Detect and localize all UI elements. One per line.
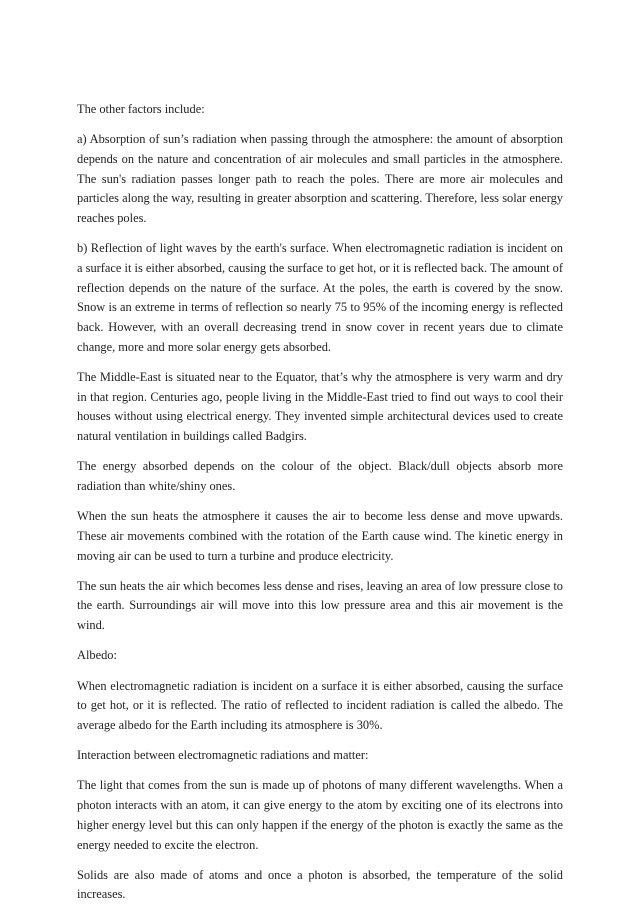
paragraph-reflection: b) Reflection of light waves by the earth's surface. When electromagnetic radiation is incident on a surface it is either absorbed, causing the surface to get hot, or it is reflected back. The amount of reflection depends on the nature of the surface. At the poles, the earth is covered by the snow. Snow is an extreme in terms of reflection so nearly 75 to 95% of the incoming energy is reflected back. However, with an overall decreasing trend in snow cover in recent years due to climate change, more and more solar energy gets absorbed.	[77, 241, 563, 354]
paragraph-absorption: a) Absorption of sun’s radiation when passing through the atmosphere: the amount of absorption depends on the nature and concentration of air molecules and small particles in the atmosphere. The sun's radiation passes longer path to reach the poles. There are more air molecules and particles along the way, resulting in greater absorption and scattering. Therefore, less solar energy reaches poles.	[77, 132, 563, 226]
paragraph-solids: Solids are also made of atoms and once a photon is absorbed, the temperature of the solid increases.	[77, 867, 563, 902]
paragraph-albedo: When electromagnetic radiation is incident on a surface it is either absorbed, causing the surface to get hot, or it is reflected. The ratio of reflected to incident radiation is called the albedo. The average albedo for the Earth including its atmosphere is 30%.	[77, 678, 563, 732]
intro-line: The other factors include:	[77, 102, 205, 116]
heading-albedo: Albedo:	[77, 648, 117, 663]
document-body	[77, 100, 563, 916]
paragraph-photons: The light that comes from the sun is made up of photons of many different wavelengths. When a photon interacts with an atom, it can give energy to the atom by exciting one of its electrons into higher energy level but this can only happen if the energy of the photon is exactly the same as the energy needed to excite the electron.	[77, 778, 563, 852]
paragraph-colour: The energy absorbed depends on the colour of the object. Black/dull objects absorb more radiation than white/shiny ones.	[77, 459, 563, 493]
paragraph-middle-east: The Middle-East is situated near to the Equator, that’s why the atmosphere is very warm and dry in that region. Centuries ago, people living in the Middle-East tried to find out ways to cool their houses without using electrical energy. They invented simple architectural devices used to create natural ventilation in buildings called Badgirs.	[77, 369, 563, 444]
heading-interaction: Interaction between electromagnetic radiations and matter:	[77, 748, 369, 763]
paragraph-wind: When the sun heats the atmosphere it causes the air to become less dense and move upwards. These air movements combined with the rotation of the Earth cause wind. The kinetic energy in moving air can be used to turn a turbine and produce electricity.	[77, 509, 563, 563]
paragraph-low-pressure: The sun heats the air which becomes less dense and rises, leaving an area of low pressure close to the earth. Surroundings air will move into this low pressure area and this air movement is the wind.	[77, 578, 563, 633]
